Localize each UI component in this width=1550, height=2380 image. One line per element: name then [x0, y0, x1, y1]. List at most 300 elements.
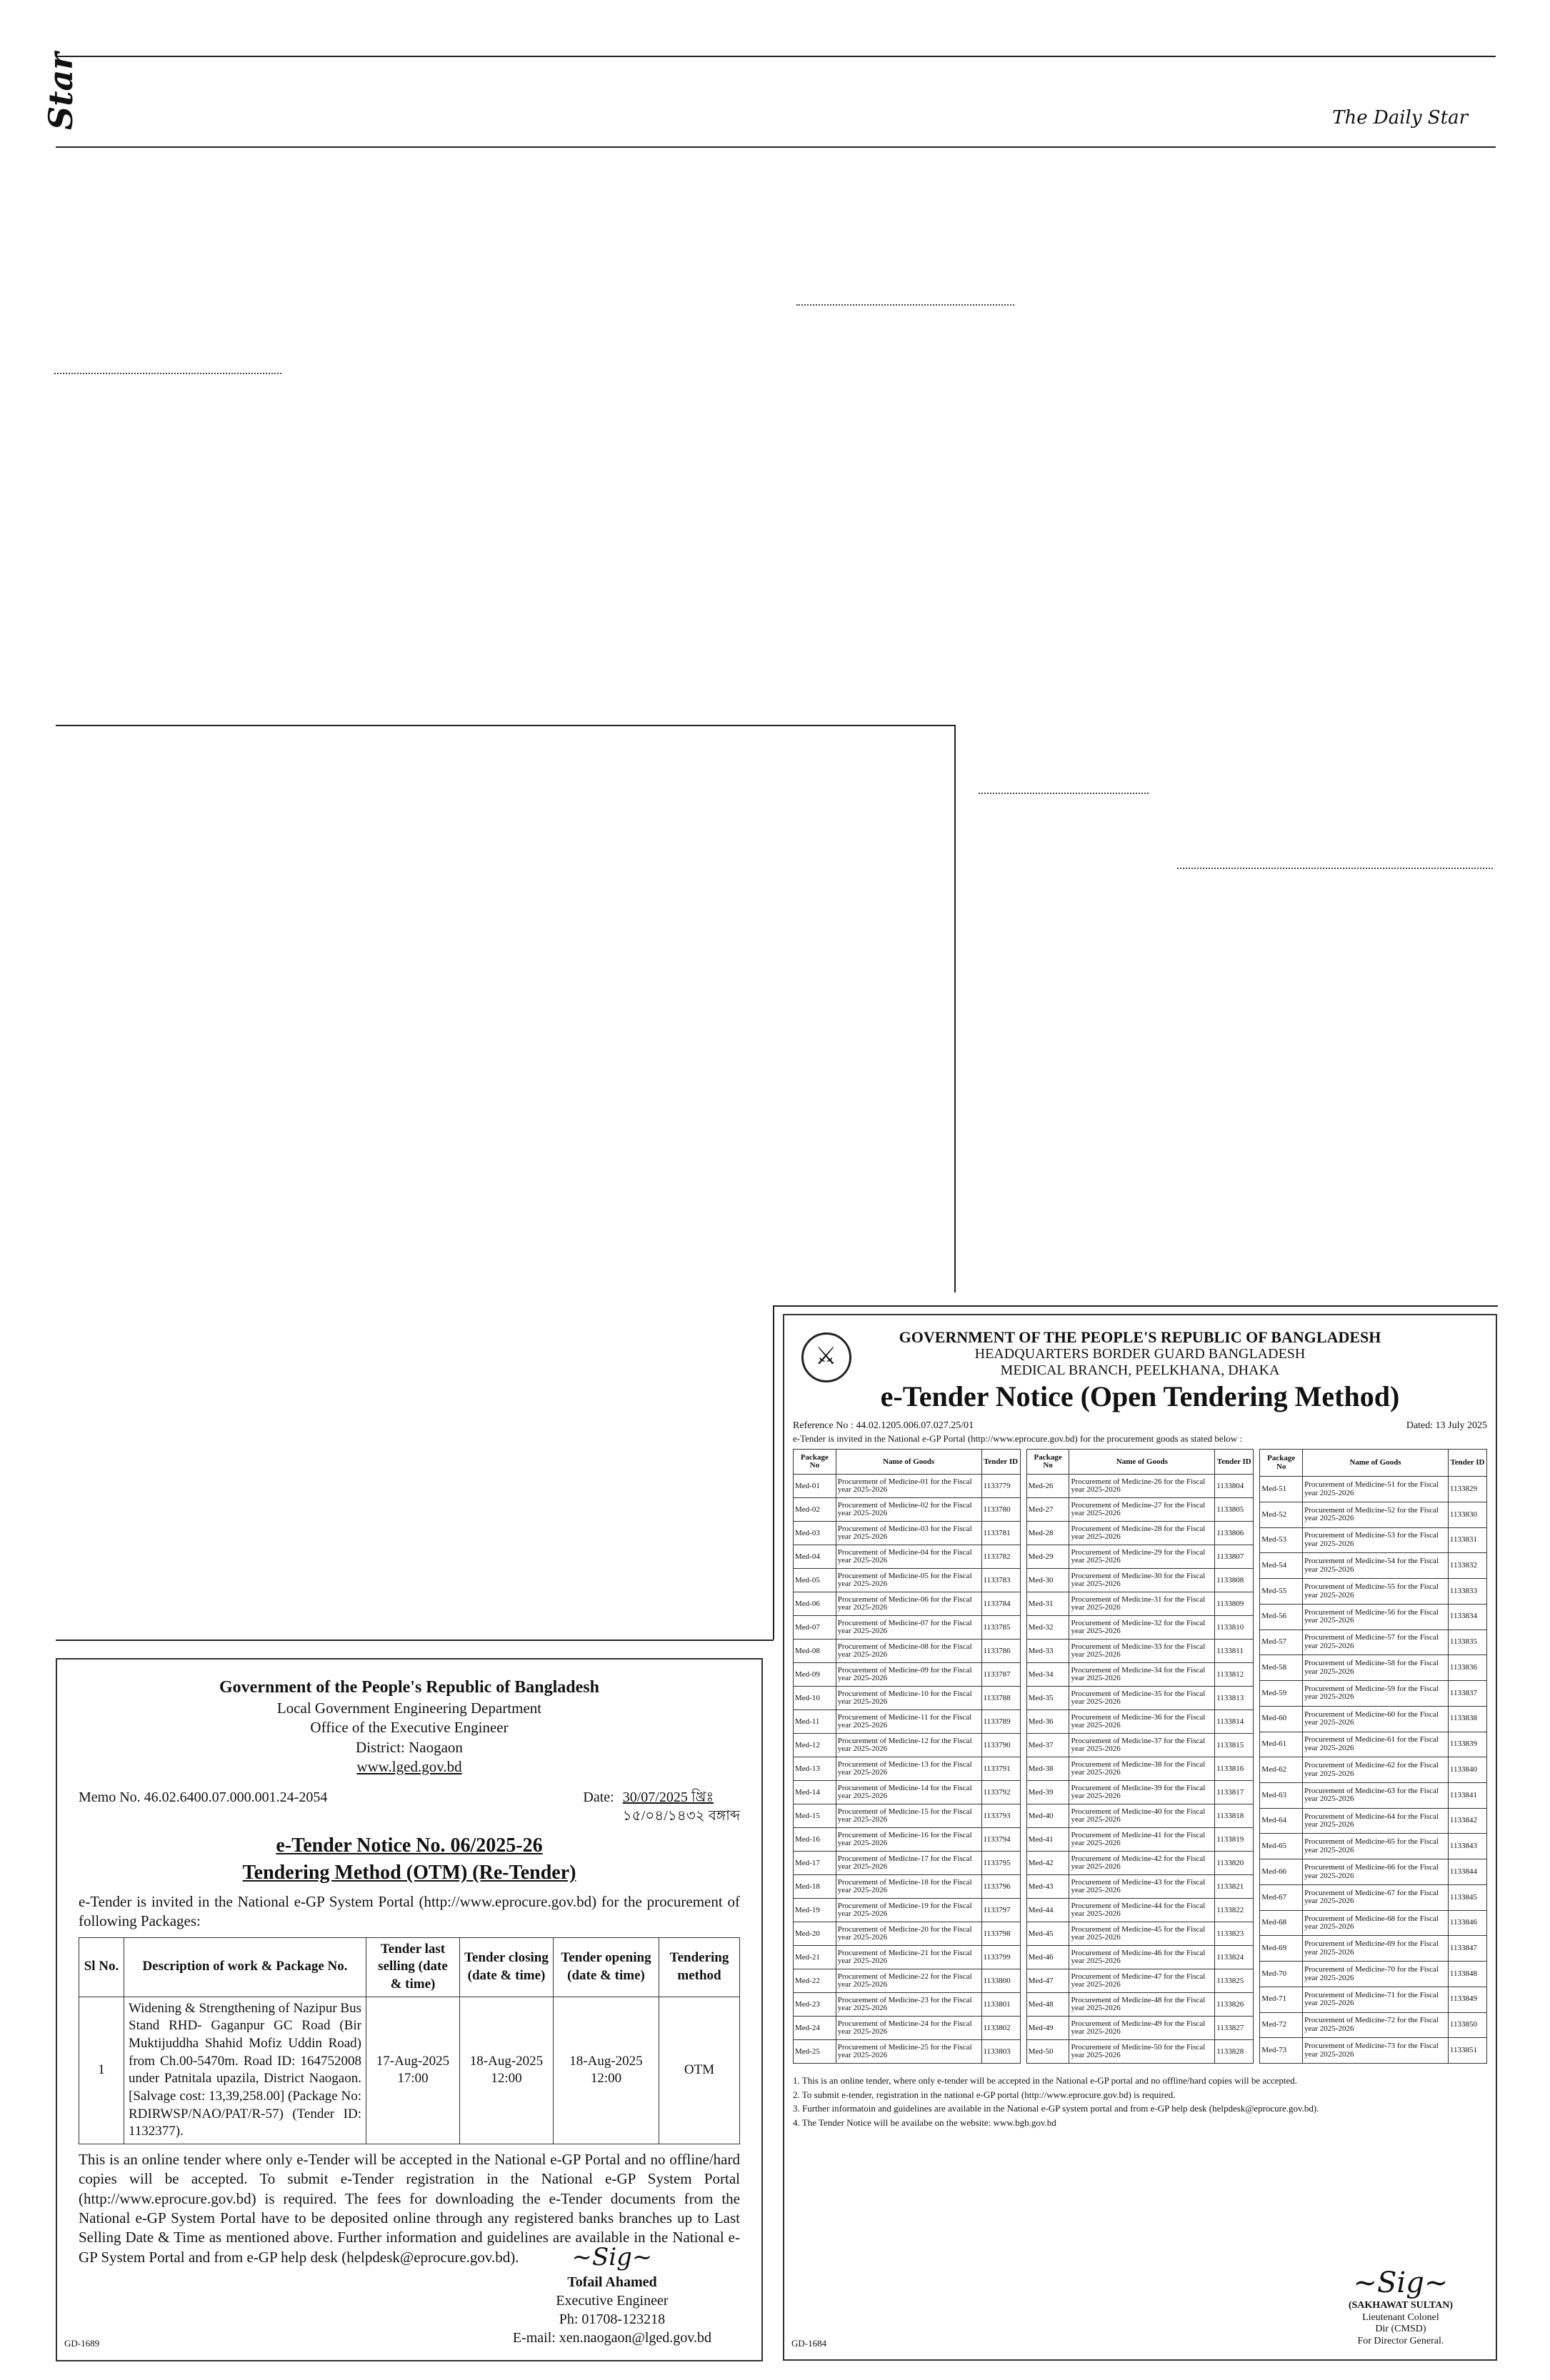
table-row — [1026, 1757, 1254, 1781]
package-cell: Med-62 — [1260, 1757, 1303, 1783]
table-row — [1026, 1804, 1254, 1828]
tender-id-cell: 1133787 — [981, 1663, 1020, 1687]
goods-cell: Procurement of Medicine-35 for the Fiscal year 2025-2026 — [1069, 1687, 1215, 1710]
tender-id-cell: 1133850 — [1448, 2012, 1486, 2038]
goods-cell: Procurement of Medicine-38 for the Fiscal year 2025-2026 — [1069, 1757, 1215, 1781]
table-row — [1260, 1502, 1487, 1527]
tender-id-cell: 1133809 — [1215, 1592, 1254, 1616]
tender-id-cell: 1133823 — [1215, 1922, 1254, 1946]
selling-cell: 17-Aug-2025 17:00 — [366, 1997, 460, 2144]
package-cell: Med-58 — [1260, 1655, 1303, 1681]
table-row — [1260, 1783, 1487, 1809]
tender-id-cell: 1133808 — [1215, 1569, 1254, 1592]
tender-id-cell: 1133788 — [981, 1687, 1020, 1710]
tender-id-cell: 1133845 — [1448, 1884, 1486, 1910]
table-row — [1260, 2012, 1487, 2038]
goods-cell: Procurement of Medicine-23 for the Fiscal year 2025-2026 — [836, 1993, 981, 2017]
column-rule — [954, 725, 956, 1292]
table-row — [1026, 1545, 1254, 1569]
package-cell: Med-20 — [794, 1922, 836, 1946]
col-header: Name of Goods — [836, 1450, 981, 1475]
tender-id-cell: 1133833 — [1448, 1579, 1486, 1605]
table-row — [1260, 1630, 1487, 1655]
lged-tender-notice — [56, 1658, 763, 2361]
table-row — [1260, 1757, 1487, 1783]
goods-cell: Procurement of Medicine-58 for the Fiscal year 2025-2026 — [1303, 1655, 1449, 1681]
package-cell: Med-01 — [794, 1475, 836, 1498]
tender-id-cell: 1133847 — [1448, 1936, 1486, 1962]
col-header: Name of Goods — [1069, 1450, 1215, 1475]
goods-cell: Procurement of Medicine-36 for the Fiscal year 2025-2026 — [1069, 1710, 1215, 1734]
notice-subtitle: Tendering Method (OTM) (Re-Tender) — [242, 1862, 576, 1884]
tender-id-cell: 1133817 — [1215, 1781, 1254, 1804]
goods-cell: Procurement of Medicine-64 for the Fiscal year 2025-2026 — [1303, 1808, 1449, 1834]
date-english: 30/07/2025 খ্রিঃ — [622, 1789, 714, 1806]
website-link[interactable]: www.lged.gov.bd — [356, 1758, 462, 1776]
tender-id-cell: 1133838 — [1448, 1706, 1486, 1732]
package-cell: Med-07 — [794, 1616, 836, 1640]
package-cell: Med-40 — [1026, 1804, 1069, 1828]
goods-cell: Procurement of Medicine-57 for the Fiscal year 2025-2026 — [1303, 1630, 1449, 1655]
note-item: 2. To submit e-tender, registration in the national e-GP portal (http://www.eprocure.gov.bd) is required. — [793, 2089, 1176, 2100]
goods-cell: Procurement of Medicine-09 for the Fiscal year 2025-2026 — [836, 1663, 981, 1687]
goods-cell: Procurement of Medicine-11 for the Fiscal year 2025-2026 — [836, 1710, 981, 1734]
table-row — [1260, 1910, 1487, 1936]
goods-cell: Procurement of Medicine-39 for the Fiscal year 2025-2026 — [1069, 1781, 1215, 1804]
goods-cell: Procurement of Medicine-03 for the Fiscal year 2025-2026 — [836, 1522, 981, 1545]
table-row — [1260, 1987, 1487, 2012]
tender-id-cell: 1133824 — [1215, 1946, 1254, 1969]
package-cell: Med-12 — [794, 1734, 836, 1757]
tender-id-cell: 1133794 — [981, 1828, 1020, 1852]
col-header: Tender last selling (date & time) — [366, 1937, 460, 1997]
package-cell: Med-36 — [1026, 1710, 1069, 1734]
tender-id-cell: 1133848 — [1448, 1962, 1486, 1987]
tender-id-cell: 1133819 — [1215, 1828, 1254, 1852]
goods-cell: Procurement of Medicine-72 for the Fiscal year 2025-2026 — [1303, 2012, 1449, 2038]
signatory-dir: Dir (CMSD) — [1375, 2324, 1426, 2335]
package-cell: Med-18 — [794, 1875, 836, 1899]
goods-cell: Procurement of Medicine-55 for the Fiscal year 2025-2026 — [1303, 1579, 1449, 1605]
package-cell: Med-73 — [1260, 2038, 1303, 2064]
date-label: Date: — [583, 1789, 614, 1806]
signatory-email[interactable]: E-mail: xen.naogaon@lged.gov.bd — [512, 2330, 711, 2346]
table-row — [1260, 1681, 1487, 1707]
table-row — [794, 1569, 1021, 1592]
notes — [793, 2074, 1487, 2129]
sl-cell: 1 — [79, 1997, 124, 2144]
tender-id-cell: 1133834 — [1448, 1604, 1486, 1630]
tender-id-cell: 1133818 — [1215, 1804, 1254, 1828]
table-row — [794, 1663, 1021, 1687]
table-row — [794, 1852, 1021, 1875]
table-row — [1026, 1475, 1254, 1498]
notice-title: e-Tender Notice (Open Tendering Method) — [880, 1380, 1400, 1413]
col-header: Sl No. — [79, 1937, 124, 1997]
star-logo: Star — [41, 52, 80, 130]
package-cell: Med-63 — [1260, 1783, 1303, 1809]
table-row — [1026, 1852, 1254, 1875]
signatory-rank: Lieutenant Colonel — [1362, 2311, 1439, 2323]
package-cell: Med-25 — [794, 2040, 836, 2064]
package-cell: Med-44 — [1026, 1899, 1069, 1922]
tender-id-cell: 1133801 — [981, 1993, 1020, 2017]
package-cell: Med-31 — [1026, 1592, 1069, 1616]
table-row — [1026, 1899, 1254, 1922]
table-row — [1260, 1962, 1487, 1987]
goods-cell: Procurement of Medicine-15 for the Fiscal year 2025-2026 — [836, 1804, 981, 1828]
goods-cell: Procurement of Medicine-51 for the Fiscal year 2025-2026 — [1303, 1477, 1449, 1502]
tender-id-cell: 1133800 — [981, 1969, 1020, 1993]
goods-cell: Procurement of Medicine-37 for the Fiscal year 2025-2026 — [1069, 1734, 1215, 1757]
tender-id-cell: 1133795 — [981, 1852, 1020, 1875]
goods-cell: Procurement of Medicine-73 for the Fiscal year 2025-2026 — [1303, 2038, 1449, 2064]
date-bangla: ১৫/০৪/১৪৩২ বঙ্গাব্দ — [622, 1808, 740, 1824]
tender-id-cell: 1133791 — [981, 1757, 1020, 1781]
notice-header — [79, 1677, 740, 1777]
table-row — [1026, 1875, 1254, 1899]
table-row — [794, 1616, 1021, 1640]
tender-id-cell: 1133810 — [1215, 1616, 1254, 1640]
package-cell: Med-65 — [1260, 1834, 1303, 1859]
goods-cell: Procurement of Medicine-53 for the Fiscal year 2025-2026 — [1303, 1527, 1449, 1553]
table-row — [794, 1828, 1021, 1852]
signatory-name: (SAKHAWAT SULTAN) — [1348, 2299, 1453, 2311]
tender-id-cell: 1133827 — [1215, 2017, 1254, 2040]
package-cell: Med-05 — [794, 1569, 836, 1592]
package-cell: Med-39 — [1026, 1781, 1069, 1804]
signature-mark: ~Sig~ — [571, 2242, 653, 2271]
table-row — [794, 1475, 1021, 1498]
table-row — [794, 1640, 1021, 1663]
table-row — [1026, 2017, 1254, 2040]
table-row — [794, 1875, 1021, 1899]
tender-id-cell: 1133837 — [1448, 1681, 1486, 1707]
package-cell: Med-02 — [794, 1498, 836, 1522]
table-row — [1026, 1640, 1254, 1663]
tender-id-cell: 1133784 — [981, 1592, 1020, 1616]
package-cell: Med-28 — [1026, 1522, 1069, 1545]
package-cell: Med-13 — [794, 1757, 836, 1781]
goods-cell: Procurement of Medicine-28 for the Fiscal year 2025-2026 — [1069, 1522, 1215, 1545]
tender-id-cell: 1133841 — [1448, 1783, 1486, 1809]
table-row — [794, 1498, 1021, 1522]
divider — [54, 373, 281, 374]
goods-cell: Procurement of Medicine-32 for the Fiscal year 2025-2026 — [1069, 1616, 1215, 1640]
goods-cell: Procurement of Medicine-16 for the Fiscal year 2025-2026 — [836, 1828, 981, 1852]
package-cell: Med-64 — [1260, 1808, 1303, 1834]
table-row — [1026, 1522, 1254, 1545]
table-row — [794, 1545, 1021, 1569]
goods-cell: Procurement of Medicine-05 for the Fiscal year 2025-2026 — [836, 1569, 981, 1592]
goods-cell: Procurement of Medicine-26 for the Fiscal year 2025-2026 — [1069, 1475, 1215, 1498]
intro-text: e-Tender is invited in the National e-GP System Portal (http://www.eprocure.gov.bd) for the procurement of following Packages: — [79, 1892, 740, 1930]
tender-id-cell: 1133783 — [981, 1569, 1020, 1592]
dated: Dated: 13 July 2025 — [1406, 1420, 1487, 1432]
package-cell: Med-35 — [1026, 1687, 1069, 1710]
tender-id-cell: 1133780 — [981, 1498, 1020, 1522]
package-table — [79, 1937, 740, 2145]
note-item: 4. The Tender Notice will be availabe on the website: www.bgb.gov.bd — [793, 2117, 1056, 2128]
divider — [796, 304, 1014, 306]
notice-title: e-Tender Notice No. 06/2025-26 — [276, 1834, 543, 1857]
goods-cell: Procurement of Medicine-33 for the Fiscal year 2025-2026 — [1069, 1640, 1215, 1663]
package-cell: Med-42 — [1026, 1852, 1069, 1875]
table-row — [1026, 1969, 1254, 1993]
goods-cell: Procurement of Medicine-18 for the Fiscal year 2025-2026 — [836, 1875, 981, 1899]
package-cell: Med-50 — [1026, 2040, 1069, 2064]
tender-id-cell: 1133821 — [1215, 1875, 1254, 1899]
divider — [56, 1640, 774, 1641]
col-header: Package No — [794, 1450, 836, 1475]
package-cell: Med-27 — [1026, 1498, 1069, 1522]
goods-cell: Procurement of Medicine-43 for the Fiscal year 2025-2026 — [1069, 1875, 1215, 1899]
goods-cell: Procurement of Medicine-67 for the Fiscal year 2025-2026 — [1303, 1884, 1449, 1910]
package-cell: Med-45 — [1026, 1922, 1069, 1946]
table-row — [1026, 2040, 1254, 2064]
package-cell: Med-69 — [1260, 1936, 1303, 1962]
top-rule — [56, 56, 1496, 57]
table-row — [1026, 1569, 1254, 1592]
goods-cell: Procurement of Medicine-45 for the Fiscal year 2025-2026 — [1069, 1922, 1215, 1946]
goods-cell: Procurement of Medicine-63 for the Fiscal year 2025-2026 — [1303, 1783, 1449, 1809]
table-row — [1026, 1687, 1254, 1710]
package-cell: Med-52 — [1260, 1502, 1303, 1527]
package-cell: Med-41 — [1026, 1828, 1069, 1852]
tender-id-cell: 1133820 — [1215, 1852, 1254, 1875]
tender-id-cell: 1133793 — [981, 1804, 1020, 1828]
table-row — [1026, 1993, 1254, 2017]
table-row — [1026, 1922, 1254, 1946]
goods-cell: Procurement of Medicine-54 for the Fiscal year 2025-2026 — [1303, 1553, 1449, 1579]
dept-line: Local Government Engineering Department — [276, 1699, 542, 1717]
tender-id-cell: 1133836 — [1448, 1655, 1486, 1681]
package-cell: Med-51 — [1260, 1477, 1303, 1502]
signature-block — [1349, 2266, 1453, 2348]
goods-cell: Procurement of Medicine-48 for the Fiscal year 2025-2026 — [1069, 1993, 1215, 2017]
tender-id-cell: 1133814 — [1215, 1710, 1254, 1734]
goods-cell: Procurement of Medicine-19 for the Fiscal year 2025-2026 — [836, 1899, 981, 1922]
goods-cell: Procurement of Medicine-59 for the Fiscal year 2025-2026 — [1303, 1681, 1449, 1707]
table-row — [1026, 1592, 1254, 1616]
goods-cell: Procurement of Medicine-41 for the Fiscal year 2025-2026 — [1069, 1828, 1215, 1852]
package-cell: Med-53 — [1260, 1527, 1303, 1553]
table-row — [1260, 1604, 1487, 1630]
package-cell: Med-60 — [1260, 1706, 1303, 1732]
package-cell: Med-29 — [1026, 1545, 1069, 1569]
table-row — [1260, 1579, 1487, 1605]
bgb-tender-notice — [783, 1314, 1497, 2361]
goods-cell: Procurement of Medicine-25 for the Fiscal year 2025-2026 — [836, 2040, 981, 2064]
goods-cell: Procurement of Medicine-04 for the Fiscal year 2025-2026 — [836, 1545, 981, 1569]
table-row — [1260, 2038, 1487, 2064]
tender-id-cell: 1133830 — [1448, 1502, 1486, 1527]
package-cell: Med-43 — [1026, 1875, 1069, 1899]
divider — [1177, 868, 1493, 869]
package-cell: Med-09 — [794, 1663, 836, 1687]
goods-cell: Procurement of Medicine-02 for the Fiscal year 2025-2026 — [836, 1498, 981, 1522]
goods-cell: Procurement of Medicine-40 for the Fiscal year 2025-2026 — [1069, 1804, 1215, 1828]
goods-cell: Procurement of Medicine-47 for the Fiscal year 2025-2026 — [1069, 1969, 1215, 1993]
goods-cell: Procurement of Medicine-46 for the Fiscal year 2025-2026 — [1069, 1946, 1215, 1969]
signature-block — [513, 2241, 711, 2347]
gd-number: GD-1689 — [64, 2338, 100, 2349]
tender-id-cell: 1133831 — [1448, 1527, 1486, 1553]
package-cell: Med-22 — [794, 1969, 836, 1993]
tender-id-cell: 1133840 — [1448, 1757, 1486, 1783]
package-cell: Med-11 — [794, 1710, 836, 1734]
note-item: 1. This is an online tender, where only e-tender will be accepted in the National e-GP portal and no offline/hard copies will be accepted. — [793, 2075, 1298, 2087]
goods-cell: Procurement of Medicine-20 for the Fiscal year 2025-2026 — [836, 1922, 981, 1946]
desc-cell: Widening & Strengthening of Nazipur Bus Stand RHD- Gaganpur GC Road (Bir Muktijuddha Shahid Mofiz Uddin Road) from Ch.00-5470m. Road ID: 164752008 under Patnitala upazila, District Naogaon. [Salvage cost: 13,39,258.00] (Package No: RDIRWSP/NAO/PAT/R-57) (Tender ID: 1132377). — [124, 1997, 366, 2144]
divider — [773, 1305, 1498, 1307]
tender-id-cell: 1133790 — [981, 1734, 1020, 1757]
table-row — [1260, 1655, 1487, 1681]
tender-id-cell: 1133804 — [1215, 1475, 1254, 1498]
package-cell: Med-57 — [1260, 1630, 1303, 1655]
table-row — [794, 1899, 1021, 1922]
goods-cell: Procurement of Medicine-10 for the Fiscal year 2025-2026 — [836, 1687, 981, 1710]
package-cell: Med-34 — [1026, 1663, 1069, 1687]
district-line: District: Naogaon — [356, 1738, 463, 1756]
package-cell: Med-17 — [794, 1852, 836, 1875]
table-row — [794, 1710, 1021, 1734]
goods-cell: Procurement of Medicine-08 for the Fiscal year 2025-2026 — [836, 1640, 981, 1663]
table-row — [1260, 1477, 1487, 1502]
memo-number: Memo No. 46.02.6400.07.000.001.24-2054 — [79, 1789, 328, 1806]
goods-cell: Procurement of Medicine-49 for the Fiscal year 2025-2026 — [1069, 2017, 1215, 2040]
tender-id-cell: 1133786 — [981, 1640, 1020, 1663]
package-table-2 — [1026, 1449, 1254, 2064]
gd-number: GD-1684 — [791, 2338, 827, 2349]
table-row — [1026, 1663, 1254, 1687]
method-cell: OTM — [659, 1997, 740, 2144]
table-row — [1026, 1710, 1254, 1734]
table-row — [794, 1804, 1021, 1828]
tender-id-cell: 1133816 — [1215, 1757, 1254, 1781]
goods-cell: Procurement of Medicine-13 for the Fiscal year 2025-2026 — [836, 1757, 981, 1781]
col-header: Tender ID — [981, 1450, 1020, 1475]
table-row — [1260, 1706, 1487, 1732]
tender-id-cell: 1133825 — [1215, 1969, 1254, 1993]
table-row — [1260, 1527, 1487, 1553]
package-cell: Med-38 — [1026, 1757, 1069, 1781]
daily-star-logo: The Daily Star — [1332, 107, 1468, 129]
tender-id-cell: 1133805 — [1215, 1498, 1254, 1522]
tender-id-cell: 1133815 — [1215, 1734, 1254, 1757]
table-row — [794, 1993, 1021, 2017]
package-cell: Med-26 — [1026, 1475, 1069, 1498]
goods-cell: Procurement of Medicine-34 for the Fiscal year 2025-2026 — [1069, 1663, 1215, 1687]
hq-line: HEADQUARTERS BORDER GUARD BANGLADESH — [974, 1346, 1306, 1362]
tender-id-cell: 1133839 — [1448, 1732, 1486, 1757]
package-cell: Med-24 — [794, 2017, 836, 2040]
goods-cell: Procurement of Medicine-12 for the Fiscal year 2025-2026 — [836, 1734, 981, 1757]
goods-cell: Procurement of Medicine-56 for the Fiscal year 2025-2026 — [1303, 1604, 1449, 1630]
package-cell: Med-10 — [794, 1687, 836, 1710]
package-cell: Med-48 — [1026, 1993, 1069, 2017]
package-cell: Med-71 — [1260, 1987, 1303, 2012]
table-row — [1026, 1781, 1254, 1804]
tender-id-cell: 1133779 — [981, 1475, 1020, 1498]
closing-cell: 18-Aug-2025 12:00 — [460, 1997, 554, 2144]
table-row — [794, 1687, 1021, 1710]
package-cell: Med-47 — [1026, 1969, 1069, 1993]
package-cell: Med-16 — [794, 1828, 836, 1852]
col-header: Package No — [1260, 1450, 1303, 1477]
intro-text: e-Tender is invited in the National e-GP Portal (http://www.eprocure.gov.bd) for the procurement goods as stated below : — [793, 1433, 1243, 1445]
tender-id-cell: 1133797 — [981, 1899, 1020, 1922]
tender-id-cell: 1133829 — [1448, 1477, 1486, 1502]
package-cell: Med-08 — [794, 1640, 836, 1663]
table-row — [1026, 1616, 1254, 1640]
signatory-title: Executive Engineer — [556, 2293, 669, 2309]
goods-cell: Procurement of Medicine-68 for the Fiscal year 2025-2026 — [1303, 1910, 1449, 1936]
package-cell: Med-37 — [1026, 1734, 1069, 1757]
tender-id-cell: 1133798 — [981, 1922, 1020, 1946]
package-cell: Med-03 — [794, 1522, 836, 1545]
col-header: Tender closing (date & time) — [460, 1937, 554, 1997]
goods-cell: Procurement of Medicine-61 for the Fiscal year 2025-2026 — [1303, 1732, 1449, 1757]
table-row — [1260, 1936, 1487, 1962]
tender-id-cell: 1133828 — [1215, 2040, 1254, 2064]
note-item: 3. Further informatoin and guidelines are available in the National e-GP system portal and from e-GP help desk (helpdesk@eprocure.gov.bd). — [793, 2103, 1319, 2114]
table-row — [794, 1734, 1021, 1757]
goods-cell: Procurement of Medicine-07 for the Fiscal year 2025-2026 — [836, 1616, 981, 1640]
package-cell: Med-46 — [1026, 1946, 1069, 1969]
package-cell: Med-32 — [1026, 1616, 1069, 1640]
tender-id-cell: 1133796 — [981, 1875, 1020, 1899]
goods-cell: Procurement of Medicine-42 for the Fiscal year 2025-2026 — [1069, 1852, 1215, 1875]
goods-cell: Procurement of Medicine-44 for the Fiscal year 2025-2026 — [1069, 1899, 1215, 1922]
opening-cell: 18-Aug-2025 12:00 — [554, 1997, 659, 2144]
goods-cell: Procurement of Medicine-60 for the Fiscal year 2025-2026 — [1303, 1706, 1449, 1732]
table-row — [79, 1997, 740, 2144]
goods-cell: Procurement of Medicine-70 for the Fiscal year 2025-2026 — [1303, 1962, 1449, 1987]
tender-id-cell: 1133846 — [1448, 1910, 1486, 1936]
tender-id-cell: 1133802 — [981, 2017, 1020, 2040]
branch-line: MEDICAL BRANCH, PEELKHANA, DHAKA — [1000, 1362, 1280, 1379]
package-cell: Med-23 — [794, 1993, 836, 2017]
signatory-name: Tofail Ahamed — [567, 2274, 657, 2290]
tender-id-cell: 1133811 — [1215, 1640, 1254, 1663]
tender-id-cell: 1133785 — [981, 1616, 1020, 1640]
goods-cell: Procurement of Medicine-31 for the Fiscal year 2025-2026 — [1069, 1592, 1215, 1616]
table-row — [794, 1781, 1021, 1804]
table-row — [794, 1757, 1021, 1781]
table-row — [1260, 1732, 1487, 1757]
tender-id-cell: 1133813 — [1215, 1687, 1254, 1710]
goods-cell: Procurement of Medicine-14 for the Fiscal year 2025-2026 — [836, 1781, 981, 1804]
package-cell: Med-33 — [1026, 1640, 1069, 1663]
tender-id-cell: 1133812 — [1215, 1663, 1254, 1687]
package-cell: Med-54 — [1260, 1553, 1303, 1579]
divider — [56, 725, 956, 726]
table-row — [794, 1969, 1021, 1993]
package-cell: Med-30 — [1026, 1569, 1069, 1592]
goods-cell: Procurement of Medicine-71 for the Fiscal year 2025-2026 — [1303, 1987, 1449, 2012]
goods-cell: Procurement of Medicine-29 for the Fiscal year 2025-2026 — [1069, 1545, 1215, 1569]
goods-cell: Procurement of Medicine-66 for the Fiscal year 2025-2026 — [1303, 1859, 1449, 1885]
tender-id-cell: 1133822 — [1215, 1899, 1254, 1922]
tender-id-cell: 1133843 — [1448, 1834, 1486, 1859]
package-cell: Med-59 — [1260, 1681, 1303, 1707]
tender-id-cell: 1133849 — [1448, 1987, 1486, 2012]
tender-id-cell: 1133835 — [1448, 1630, 1486, 1655]
signature-mark: ~Sig~ — [1353, 2266, 1449, 2299]
package-cell: Med-15 — [794, 1804, 836, 1828]
goods-cell: Procurement of Medicine-30 for the Fiscal year 2025-2026 — [1069, 1569, 1215, 1592]
